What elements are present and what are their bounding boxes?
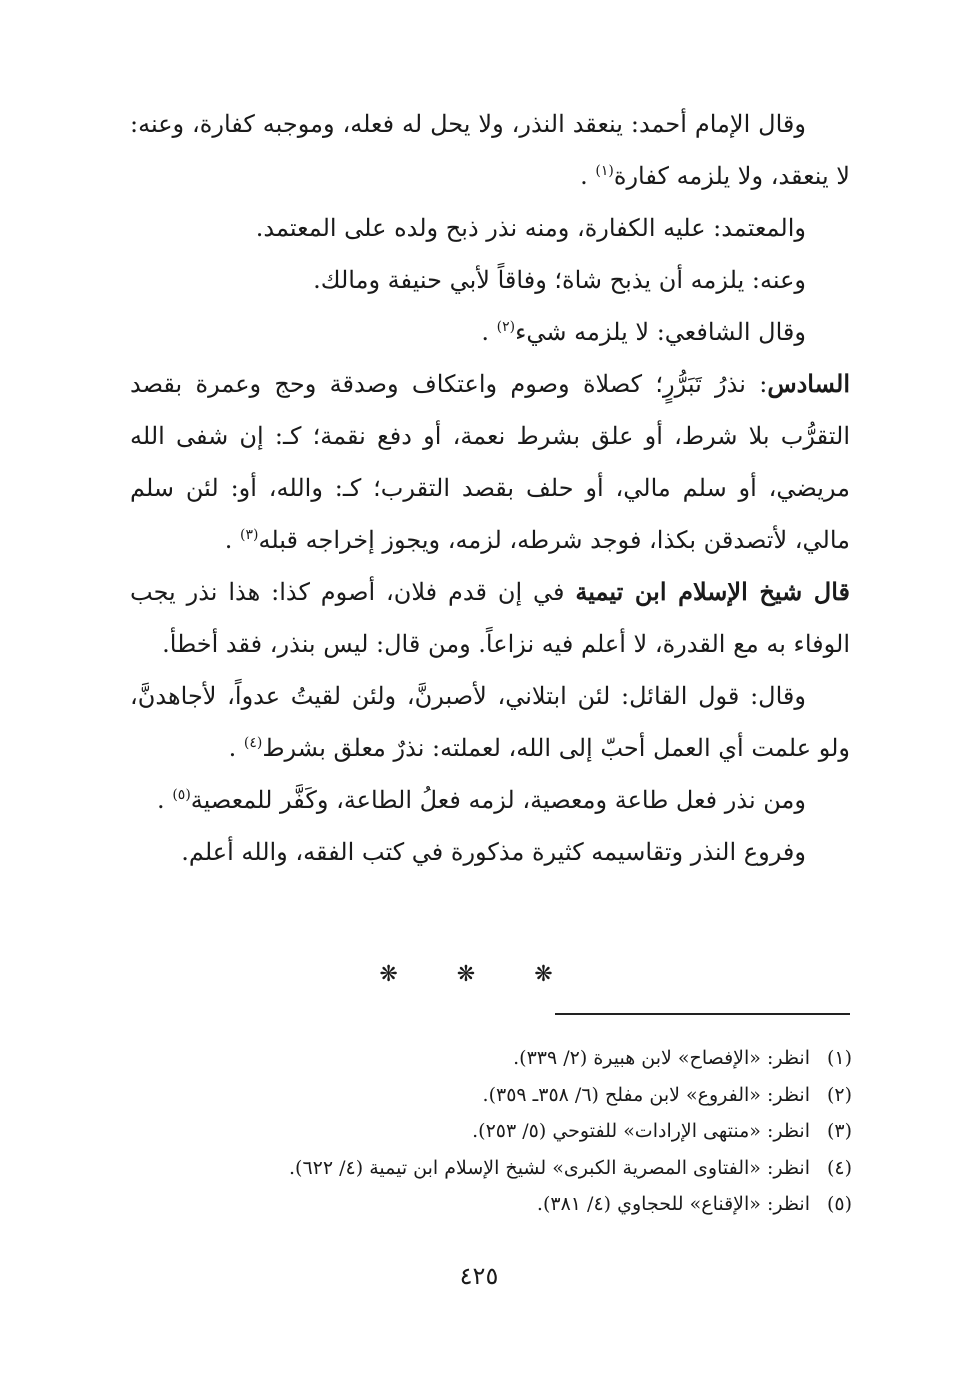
- footnote-divider: [555, 1013, 850, 1015]
- paragraph-text: وفروع النذر وتقاسيمه كثيرة مذكورة في كتب الفقه، والله أعلم.: [181, 838, 806, 866]
- footnote-number: (٣): [826, 1120, 852, 1142]
- footnote-text: انظر: «الإقناع» للحجاوي (٤/ ٣٨١).: [536, 1193, 810, 1215]
- footnote-text: انظر: «الإفصاح» لابن هبيرة (٢/ ٣٣٩).: [513, 1047, 810, 1069]
- footnote-ref: (٥): [172, 787, 191, 803]
- footnote-ref: (١): [595, 163, 614, 179]
- footnote-number: (٢): [826, 1083, 852, 1106]
- footnote-ref: (٢): [496, 319, 516, 335]
- paragraph-wa-anhu: [130, 254, 850, 306]
- paragraph-text: في إن قدم فلان، أصوم كذا: هذا نذر يجب الوفاء به مع القدرة، لا أعلم فيه نزاعاً. ومن قال: ليس بنذر، فقد أخطأ.: [130, 578, 850, 658]
- main-text: [130, 98, 850, 878]
- footnote-item: [130, 1150, 852, 1187]
- paragraph-furu: [130, 826, 850, 878]
- paragraph-text: وعنه: يلزمه أن يذبح شاة؛ وفاقاً لأبي حنيفة ومالك.: [313, 266, 806, 294]
- paragraph-text: والمعتمد: عليه الكفارة، ومنه نذر ذبح ولده على المعتمد.: [255, 214, 806, 242]
- paragraph-qawl: وقال: قول القائل: لئن ابتلاني، لأصبرنَّ، ولئن لقيتُ عدواً، لأجاهدنَّ، ولو علمت أي العمل أحبّ إلى الله، لعملته: نذرٌ معلق بشرط$^{(٤)}$ .: [130, 682, 850, 762]
- section-separator: ❋ ❋ ❋: [379, 962, 579, 987]
- footnote-item: [130, 1113, 852, 1150]
- footnotes: [130, 1040, 852, 1223]
- footnote-number: (٥): [826, 1193, 852, 1215]
- paragraph-ahmad: وقال الإمام أحمد: ينعقد النذر، ولا يحل له فعله، وموجبه كفارة، وعنه: لا ينعقد، ولا يلزمه كفارة$^{(١)}$ .: [130, 110, 850, 190]
- paragraph-text: ومن نذر فعل طاعة ومعصية، لزمه فعلُ الطاعة، وكَفَّر للمعصية: [190, 786, 806, 814]
- footnote-text: انظر: «الفتاوى المصرية الكبرى» لشيخ الإسلام ابن تيمية (٤/ ٦٢٢).: [289, 1156, 810, 1179]
- footnote-ref: (٣): [240, 527, 259, 543]
- footnote-text: انظر: «الفروع» لابن مفلح (٦/ ٣٥٨ـ ٣٥٩).: [482, 1083, 810, 1106]
- paragraph-text: وقال الشافعي: لا يلزمه شيء: [515, 318, 806, 346]
- paragraph-shafii: وقال الشافعي: لا يلزمه شيء$^{(٢)}$ .: [481, 318, 806, 346]
- footnote-item: [130, 1077, 852, 1114]
- footnote-text: انظر: «منتهى الإرادات» للفتوحي (٥/ ٢٥٣).: [472, 1120, 810, 1142]
- section-heading: السادس: [767, 369, 850, 398]
- footnote-number: (١): [826, 1047, 852, 1069]
- paragraph-text: وقال الإمام أحمد: ينعقد النذر، ولا يحل له فعله، وموجبه كفارة، وعنه: لا ينعقد، ولا يلزمه كفارة: [130, 110, 850, 190]
- page-number: ٤٢٥: [459, 1262, 499, 1290]
- footnote-item: [130, 1186, 852, 1223]
- paragraph-taa-masiya: ومن نذر فعل طاعة ومعصية، لزمه فعلُ الطاعة، وكَفَّر للمعصية$^{(٥)}$ .: [157, 786, 806, 814]
- paragraph-text: : نذرُ تَبَرُّرٍ؛ كصلاة وصوم واعتكاف وصدقة وحج وعمرة بقصد التقرُّب بلا شرط، أو علق بشرط نعمة، أو دفع نقمة؛ كـ: إن شفى الله مريضي، أو سلم مالي، أو حلف بقصد التقرب؛ كـ: والله، أو: لئن سلم مالي، لأتصدقن بكذا، فوجد شرطه، لزمه، ويجوز إخراجه قبله: [130, 370, 850, 554]
- footnote-number: (٤): [826, 1156, 852, 1179]
- paragraph-sixth: السادس: نذرُ تَبَرُّرٍ؛ كصلاة وصوم واعتكاف وصدقة وحج وعمرة بقصد التقرُّب بلا شرط، أو علق بشرط نعمة، أو دفع نقمة؛ كـ: إن شفى الله مريضي، أو سلم مالي، أو حلف بقصد التقرب؛ كـ: والله، أو: لئن سلم مالي، لأتصدقن بكذا، فوجد شرطه، لزمه، ويجوز إخراجه قبله$^{(٣)}$ .: [130, 369, 850, 554]
- paragraph-text: وقال: قول القائل: لئن ابتلاني، لأصبرنَّ، ولئن لقيتُ عدواً، لأجاهدنَّ، ولو علمت أي العمل أحبّ إلى الله، لعملته: نذرٌ معلق بشرط: [130, 682, 850, 762]
- paragraph-ibn-taymiyya: [130, 566, 850, 670]
- footnote-ref: (٤): [243, 735, 263, 751]
- paragraph-mutamad: [130, 202, 850, 254]
- footnote-item: [130, 1040, 852, 1077]
- quoted-author: قال شيخ الإسلام ابن تيمية: [575, 577, 851, 606]
